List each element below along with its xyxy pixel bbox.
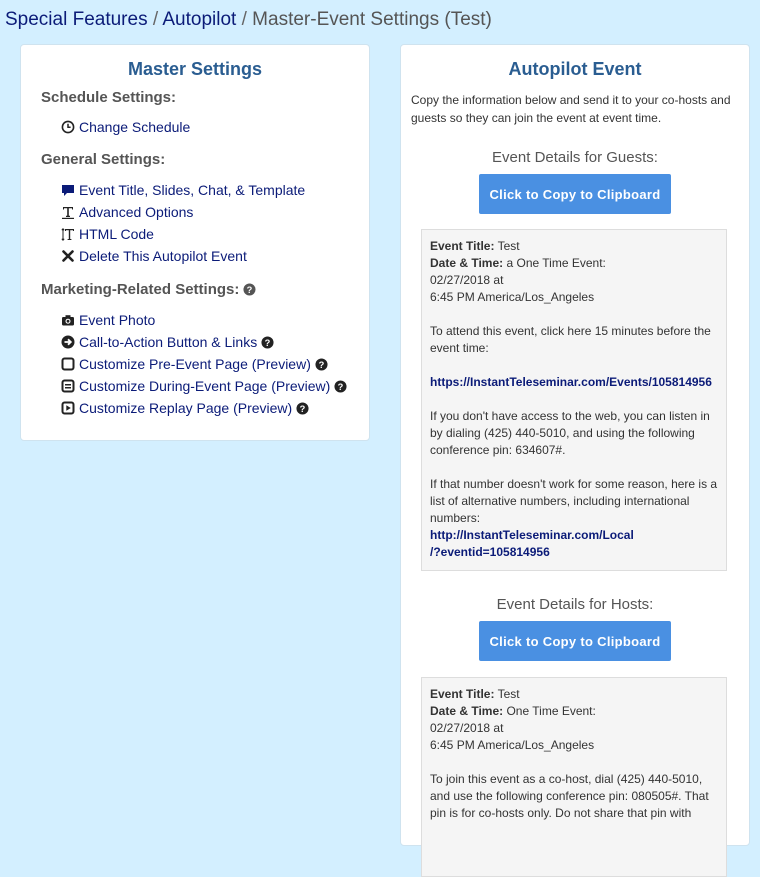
pre-event-page-label: Customize Pre-Event Page (Preview) [79, 356, 311, 372]
hosts-details-heading: Event Details for Hosts: [496, 596, 654, 613]
pre-event-page-link[interactable] [61, 356, 328, 372]
event-title-label: Event Title: [430, 239, 495, 253]
cohost-instructions: To join this event as a co-host, dial (425) 440-5010, and use the following conference pin: 080505#. That pin is for co-hosts only. Do not share that pin with [430, 772, 709, 820]
master-settings-panel [20, 44, 370, 441]
question-circle-icon[interactable] [315, 358, 328, 371]
question-circle-icon[interactable] [334, 380, 347, 393]
call-to-action-label: Call-to-Action Button & Links [79, 334, 258, 350]
html-code-link[interactable] [61, 226, 154, 242]
marketing-settings-heading [41, 281, 256, 298]
dial-in-instructions: If you don't have access to the web, you can listen in by dialing (425) 440-5010, and using the following conference pin: 634607#. [430, 409, 710, 457]
copy-hosts-button[interactable]: Click to Copy to Clipboard [479, 621, 671, 661]
marketing-settings-label: Marketing-Related Settings: [41, 281, 240, 298]
event-photo-link[interactable] [61, 312, 155, 328]
svg-text:?: ? [318, 359, 325, 370]
html-code-label: HTML Code [79, 226, 154, 242]
change-schedule-label: Change Schedule [79, 119, 191, 135]
date-time-value: One Time Event: [503, 704, 596, 718]
breadcrumb-special-features[interactable]: Special Features [5, 9, 148, 30]
attend-instructions: To attend this event, click here 15 minutes before the event time: [430, 324, 711, 355]
autopilot-event-panel [400, 44, 750, 846]
date-time-label: Date & Time: [430, 704, 504, 718]
camera-icon [61, 313, 75, 327]
svg-text:?: ? [337, 381, 344, 392]
hosts-details-box [421, 677, 727, 877]
during-event-page-link[interactable] [61, 378, 347, 394]
guests-details-box [421, 229, 727, 571]
advanced-options-link[interactable] [61, 204, 193, 220]
during-event-page-label: Customize During-Event Page (Preview) [79, 378, 331, 394]
event-date: 02/27/2018 at [430, 721, 504, 735]
event-title-slides-label: Event Title, Slides, Chat, & Template [79, 182, 306, 198]
event-photo-label: Event Photo [79, 312, 156, 328]
local-url-line-1: http://InstantTeleseminar.com/Local [430, 528, 634, 542]
question-circle-icon[interactable] [243, 283, 256, 296]
breadcrumb-separator: / [147, 9, 163, 30]
page-title: Master-Event Settings (Test) [252, 9, 492, 30]
local-url-line-2: /?eventid=105814956 [430, 545, 550, 559]
square-icon [61, 357, 75, 371]
list-square-icon [61, 379, 75, 393]
general-settings-heading: General Settings: [41, 151, 166, 168]
breadcrumb-autopilot[interactable]: Autopilot [162, 9, 237, 30]
advanced-options-label: Advanced Options [79, 204, 194, 220]
alt-numbers-instructions: If that number doesn't work for some reason, here is a list of alternative numbers, including international numbers: [430, 477, 718, 525]
event-time: 6:45 PM America/Los_Angeles [430, 738, 595, 752]
event-url-link[interactable]: https://InstantTeleseminar.com/Events/105814956 [430, 375, 712, 389]
call-to-action-link[interactable] [61, 334, 274, 350]
svg-text:?: ? [299, 403, 306, 414]
master-settings-title: Master Settings [127, 59, 263, 79]
close-icon [61, 249, 75, 263]
schedule-settings-heading: Schedule Settings: [41, 89, 177, 106]
copy-guests-button[interactable]: Click to Copy to Clipboard [479, 174, 671, 214]
question-circle-icon[interactable] [296, 402, 309, 415]
change-schedule-link[interactable] [61, 119, 190, 135]
event-date: 02/27/2018 at [430, 273, 504, 287]
breadcrumb-separator: / [236, 9, 253, 30]
date-time-label: Date & Time: [430, 256, 504, 270]
replay-page-label: Customize Replay Page (Preview) [79, 400, 293, 416]
svg-text:?: ? [264, 337, 271, 348]
local-numbers-link[interactable] [430, 527, 719, 561]
comment-icon [61, 183, 75, 197]
play-square-icon [61, 401, 75, 415]
clock-icon [61, 120, 75, 134]
question-circle-icon[interactable] [261, 336, 274, 349]
replay-page-link[interactable] [61, 400, 309, 416]
event-title-slides-link[interactable] [61, 182, 305, 198]
delete-event-label: Delete This Autopilot Event [79, 248, 247, 264]
autopilot-event-title: Autopilot Event [508, 59, 642, 79]
text-height-icon [61, 227, 75, 241]
copy-instructions: Copy the information below and send it to your co-hosts and guests so they can join the event at event time. [411, 93, 731, 125]
event-title-value: Test [494, 239, 520, 253]
event-time: 6:45 PM America/Los_Angeles [430, 290, 595, 304]
event-title-label: Event Title: [430, 687, 495, 701]
arrow-circle-right-icon [61, 335, 75, 349]
date-time-value: a One Time Event: [503, 256, 606, 270]
svg-text:?: ? [247, 285, 253, 296]
guests-details-heading: Event Details for Guests: [492, 149, 658, 166]
event-title-value: Test [494, 687, 520, 701]
text-format-icon [61, 205, 75, 219]
breadcrumb [5, 9, 492, 31]
delete-event-link[interactable] [61, 248, 247, 264]
